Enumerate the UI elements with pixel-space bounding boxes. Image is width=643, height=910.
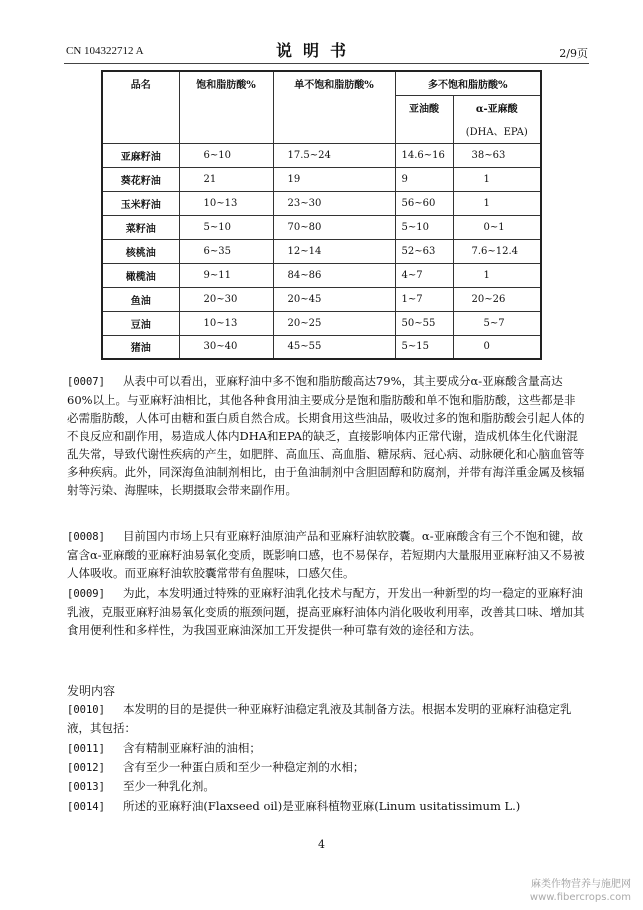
paragraph-text: 从表中可以看出，亚麻籽油中多不饱和脂肪酸高达79%，其主要成分α-亚麻酸含量高达60%以上。与亚麻籽油相比，其他各种食用油主要成分是饱和脂肪酸和单不饱和脂肪酸，这些都是非必需脂肪酸，人体可由糖和蛋白质自然合成。长期食用这些油品，吸收过多的饱和脂肪酸会引起人体的不良反应和副作用，易造成人体内DHA和EPA的缺乏，直接影响体内正常代谢，造成机体生化代谢混乱失常，导致代谢性疾病的产生，如肥胖、高血压、高血脂、糖尿病、冠心病、动脉硬化和心脑血管等多种疾病。此外，同深海鱼油制剂相比，由于鱼油制剂中含胆固醇和防腐剂，并带有海洋重金属及核辐射等污染、海腥味，长期摄取会带来副作用。	[67, 374, 585, 497]
alpha-linolenic-cell: 7.6~12.4	[453, 239, 541, 263]
linoleic-cell: 1~7	[395, 287, 453, 311]
paragraph-tag: [0009]	[67, 588, 105, 600]
alpha-linolenic-cell: 0	[453, 335, 541, 359]
paragraph-text: 目前国内市场上只有亚麻籽油原油产品和亚麻籽油软胶囊。α-亚麻酸含有三个不饱和键，故富含α-亚麻酸的亚麻籽油易氧化变质，既影响口感，也不易保存，若短期内大量服用亚麻籽油又不易被人体吸收。而亚麻籽油软胶囊常带有鱼腥味，口感欠佳。	[67, 529, 585, 580]
paragraph-tag: [0008]	[67, 531, 105, 543]
paragraph-tag: [0014]	[67, 801, 105, 813]
saturated-cell: 10~13	[179, 191, 273, 215]
saturated-cell: 5~10	[179, 215, 273, 239]
table-row	[102, 191, 541, 215]
monounsaturated-cell: 20~25	[273, 311, 395, 335]
paragraph-0008	[67, 527, 587, 582]
paragraph-tag: [0013]	[67, 781, 105, 793]
header-alpha-sub: (DHA、EPA)	[465, 126, 528, 138]
header-oil-name: 品名	[102, 71, 179, 143]
oil-name-cell: 豆油	[102, 311, 179, 335]
paragraph-tag: [0007]	[67, 376, 105, 388]
oil-name-cell: 葵花籽油	[102, 167, 179, 191]
paragraph-0012	[67, 758, 587, 777]
linoleic-cell: 50~55	[395, 311, 453, 335]
saturated-cell: 6~35	[179, 239, 273, 263]
alpha-linolenic-cell: 20~26	[453, 287, 541, 311]
site-watermark	[530, 878, 631, 904]
linoleic-cell: 56~60	[395, 191, 453, 215]
paragraph-0013	[67, 777, 587, 796]
page-indicator: 2/9页	[559, 47, 588, 60]
paragraph-tag: [0012]	[67, 762, 105, 774]
paragraph-text: 为此，本发明通过特殊的亚麻籽油乳化技术与配方，开发出一种新型的均一稳定的亚麻籽油乳液，克服亚麻籽油易氧化变质的瓶颈问题，提高亚麻籽油体内消化吸收利用率，改善其口味、增加其食用便利性和多样性，为我国亚麻油深加工开发提供一种可靠有效的途径和方法。	[67, 586, 585, 637]
oil-name-cell: 橄榄油	[102, 263, 179, 287]
table-row	[102, 167, 541, 191]
header-polyunsaturated: 多不饱和脂肪酸%	[395, 71, 541, 95]
paragraph-text: 含有精制亚麻籽油的油相；	[122, 741, 261, 755]
alpha-linolenic-cell: 1	[453, 191, 541, 215]
watermark-name: 麻类作物营养与施肥网	[531, 879, 631, 890]
table-row	[102, 287, 541, 311]
alpha-linolenic-cell: 1	[453, 263, 541, 287]
header-monounsaturated: 单不饱和脂肪酸%	[273, 71, 395, 143]
oil-name-cell: 核桃油	[102, 239, 179, 263]
saturated-cell: 30~40	[179, 335, 273, 359]
header-alpha-linolenic	[453, 95, 541, 143]
header-saturated: 饱和脂肪酸%	[179, 71, 273, 143]
linoleic-cell: 52~63	[395, 239, 453, 263]
watermark-url: www.fibercrops.com	[529, 892, 631, 903]
saturated-cell: 6~10	[179, 143, 273, 167]
table-row	[102, 143, 541, 167]
fatty-acid-table	[101, 70, 542, 360]
paragraph-tag: [0011]	[67, 743, 105, 755]
saturated-cell: 10~13	[179, 311, 273, 335]
monounsaturated-cell: 17.5~24	[273, 143, 395, 167]
oil-name-cell: 猪油	[102, 335, 179, 359]
saturated-cell: 21	[179, 167, 273, 191]
paragraph-text: 所述的亚麻籽油(Flaxseed oil)是亚麻科植物亚麻(Linum usitatissimum L.)	[122, 799, 521, 813]
paragraph-text: 含有至少一种蛋白质和至少一种稳定剂的水相；	[122, 760, 365, 774]
alpha-linolenic-cell: 0~1	[453, 215, 541, 239]
oil-name-cell: 玉米籽油	[102, 191, 179, 215]
page-title: 说明书	[276, 41, 358, 60]
monounsaturated-cell: 45~55	[273, 335, 395, 359]
table-row	[102, 311, 541, 335]
oil-name-cell: 鱼油	[102, 287, 179, 311]
linoleic-cell: 14.6~16	[395, 143, 453, 167]
monounsaturated-cell: 19	[273, 167, 395, 191]
oil-name-cell: 亚麻籽油	[102, 143, 179, 167]
alpha-linolenic-cell: 38~63	[453, 143, 541, 167]
saturated-cell: 9~11	[179, 263, 273, 287]
paragraph-text: 本发明的目的是提供一种亚麻籽油稳定乳液及其制备方法。根据本发明的亚麻籽油稳定乳液，其包括：	[67, 702, 572, 735]
page-number: 4	[318, 838, 325, 851]
alpha-linolenic-cell: 1	[453, 167, 541, 191]
linoleic-cell: 5~15	[395, 335, 453, 359]
monounsaturated-cell: 70~80	[273, 215, 395, 239]
linoleic-cell: 9	[395, 167, 453, 191]
paragraph-0010	[67, 700, 587, 737]
monounsaturated-cell: 23~30	[273, 191, 395, 215]
linoleic-cell: 4~7	[395, 263, 453, 287]
monounsaturated-cell: 12~14	[273, 239, 395, 263]
paragraph-0011	[67, 739, 587, 758]
alpha-linolenic-cell: 5~7	[453, 311, 541, 335]
paragraph-0007	[67, 372, 587, 499]
section-title: 发明内容	[67, 684, 116, 698]
table-row	[102, 335, 541, 359]
header-linoleic: 亚油酸	[395, 95, 453, 143]
table-row	[102, 239, 541, 263]
paragraph-text: 至少一种乳化剂。	[122, 779, 215, 793]
table-row	[102, 215, 541, 239]
linoleic-cell: 5~10	[395, 215, 453, 239]
monounsaturated-cell: 20~45	[273, 287, 395, 311]
paragraph-tag: [0010]	[67, 704, 105, 716]
table-row	[102, 263, 541, 287]
paragraph-0009	[67, 584, 587, 639]
header-alpha-label: α-亚麻酸	[475, 103, 518, 115]
oil-name-cell: 菜籽油	[102, 215, 179, 239]
patent-number: CN 104322712 A	[66, 45, 144, 57]
monounsaturated-cell: 84~86	[273, 263, 395, 287]
header-divider	[64, 63, 589, 64]
saturated-cell: 20~30	[179, 287, 273, 311]
paragraph-0014	[67, 797, 587, 816]
